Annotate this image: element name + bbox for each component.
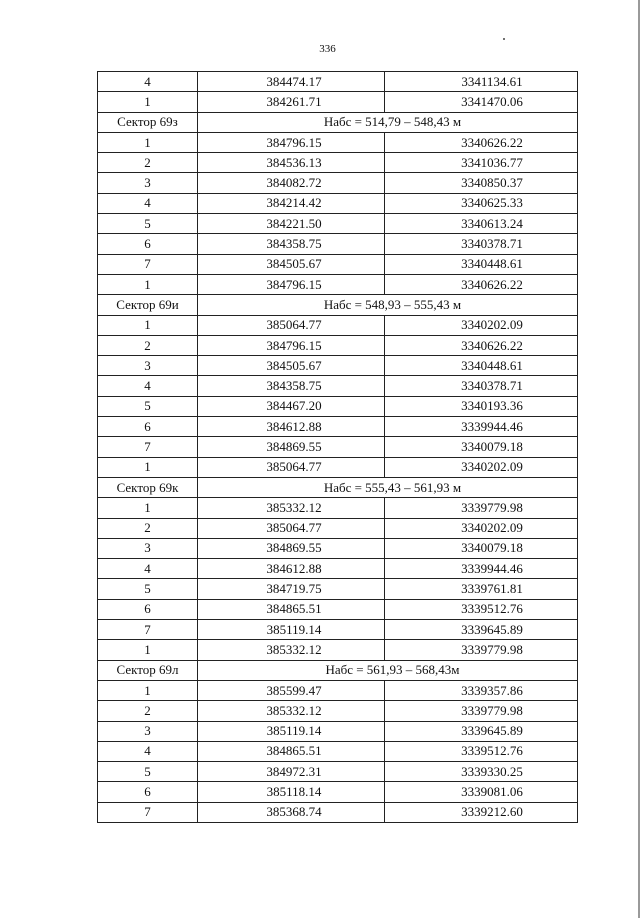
y-coordinate: 3340448.61 [385,356,578,376]
point-number: 5 [98,396,198,416]
sector-altitude-range: Набс = 555,43 – 561,93 м [198,477,578,497]
x-coordinate: 384505.67 [198,254,385,274]
y-coordinate: 3339330.25 [385,762,578,782]
table-row [98,721,578,741]
table-row [98,417,578,437]
sector-header-row [98,477,578,497]
table-row [98,559,578,579]
table-row [98,234,578,254]
sector-altitude-range: Набс = 561,93 – 568,43м [198,660,578,680]
sector-header-row [98,295,578,315]
point-number: 3 [98,173,198,193]
sector-label: Сектор 69к [98,477,198,497]
y-coordinate: 3339779.98 [385,498,578,518]
point-number: 1 [98,274,198,294]
y-coordinate: 3340613.24 [385,214,578,234]
point-number: 4 [98,741,198,761]
point-number: 1 [98,92,198,112]
point-number: 2 [98,153,198,173]
y-coordinate: 3339512.76 [385,599,578,619]
point-number: 6 [98,599,198,619]
x-coordinate: 385119.14 [198,620,385,640]
x-coordinate: 384221.50 [198,214,385,234]
table-row [98,762,578,782]
x-coordinate: 385119.14 [198,721,385,741]
y-coordinate: 3339212.60 [385,802,578,822]
x-coordinate: 384612.88 [198,559,385,579]
table-row [98,741,578,761]
x-coordinate: 384796.15 [198,132,385,152]
x-coordinate: 384358.75 [198,376,385,396]
point-number: 6 [98,782,198,802]
x-coordinate: 385332.12 [198,701,385,721]
x-coordinate: 384869.55 [198,538,385,558]
x-coordinate: 384796.15 [198,274,385,294]
y-coordinate: 3341470.06 [385,92,578,112]
sector-header-row [98,660,578,680]
y-coordinate: 3340378.71 [385,234,578,254]
table-row [98,640,578,660]
y-coordinate: 3340193.36 [385,396,578,416]
point-number: 7 [98,802,198,822]
x-coordinate: 384082.72 [198,173,385,193]
y-coordinate: 3340448.61 [385,254,578,274]
y-coordinate: 3339779.98 [385,701,578,721]
coordinates-table [97,71,578,823]
table-row [98,315,578,335]
table-row [98,92,578,112]
y-coordinate: 3339944.46 [385,417,578,437]
y-coordinate: 3339779.98 [385,640,578,660]
x-coordinate: 384612.88 [198,417,385,437]
sector-label: Сектор 69з [98,112,198,132]
x-coordinate: 385064.77 [198,315,385,335]
table-row [98,538,578,558]
y-coordinate: 3340850.37 [385,173,578,193]
point-number: 7 [98,254,198,274]
point-number: 7 [98,437,198,457]
table-row [98,153,578,173]
y-coordinate: 3339512.76 [385,741,578,761]
x-coordinate: 384467.20 [198,396,385,416]
table-row [98,254,578,274]
point-number: 7 [98,620,198,640]
sector-header-row [98,112,578,132]
y-coordinate: 3339357.86 [385,680,578,700]
table-row [98,214,578,234]
table-row [98,802,578,822]
point-number: 5 [98,579,198,599]
y-coordinate: 3340626.22 [385,132,578,152]
table-row [98,193,578,213]
y-coordinate: 3339944.46 [385,559,578,579]
table-row [98,376,578,396]
x-coordinate: 384972.31 [198,762,385,782]
point-number: 4 [98,72,198,92]
x-coordinate: 384865.51 [198,741,385,761]
y-coordinate: 3339761.81 [385,579,578,599]
x-coordinate: 384505.67 [198,356,385,376]
sector-label: Сектор 69и [98,295,198,315]
point-number: 2 [98,335,198,355]
point-number: 1 [98,315,198,335]
point-number: 1 [98,132,198,152]
point-number: 1 [98,498,198,518]
table-row [98,680,578,700]
x-coordinate: 385332.12 [198,640,385,660]
point-number: 4 [98,376,198,396]
table-row [98,620,578,640]
table-row [98,599,578,619]
y-coordinate: 3340202.09 [385,315,578,335]
y-coordinate: 3339081.06 [385,782,578,802]
y-coordinate: 3341134.61 [385,72,578,92]
x-coordinate: 384869.55 [198,437,385,457]
table-row [98,356,578,376]
x-coordinate: 385599.47 [198,680,385,700]
sector-altitude-range: Набс = 514,79 – 548,43 м [198,112,578,132]
coordinates-table-body [98,72,578,823]
y-coordinate: 3340626.22 [385,335,578,355]
x-coordinate: 384536.13 [198,153,385,173]
table-row [98,579,578,599]
y-coordinate: 3340378.71 [385,376,578,396]
x-coordinate: 384261.71 [198,92,385,112]
table-row [98,782,578,802]
table-row [98,173,578,193]
y-coordinate: 3340625.33 [385,193,578,213]
table-row [98,72,578,92]
point-number: 6 [98,234,198,254]
point-number: 2 [98,701,198,721]
sector-label: Сектор 69л [98,660,198,680]
table-row [98,335,578,355]
table-row [98,437,578,457]
point-number: 3 [98,356,198,376]
y-coordinate: 3341036.77 [385,153,578,173]
x-coordinate: 384865.51 [198,599,385,619]
y-coordinate: 3339645.89 [385,620,578,640]
table-row [98,518,578,538]
point-number: 5 [98,214,198,234]
point-number: 1 [98,640,198,660]
table-row [98,396,578,416]
y-coordinate: 3340079.18 [385,437,578,457]
x-coordinate: 385368.74 [198,802,385,822]
x-coordinate: 384358.75 [198,234,385,254]
point-number: 3 [98,538,198,558]
x-coordinate: 384214.42 [198,193,385,213]
point-number: 6 [98,417,198,437]
point-number: 4 [98,559,198,579]
x-coordinate: 385332.12 [198,498,385,518]
point-number: 2 [98,518,198,538]
x-coordinate: 385118.14 [198,782,385,802]
table-row [98,274,578,294]
x-coordinate: 384719.75 [198,579,385,599]
y-coordinate: 3340202.09 [385,457,578,477]
page-number: 336 [319,43,336,55]
y-coordinate: 3339645.89 [385,721,578,741]
y-coordinate: 3340202.09 [385,518,578,538]
point-number: 1 [98,680,198,700]
x-coordinate: 384796.15 [198,335,385,355]
point-number: 4 [98,193,198,213]
sector-altitude-range: Набс = 548,93 – 555,43 м [198,295,578,315]
y-coordinate: 3340626.22 [385,274,578,294]
x-coordinate: 385064.77 [198,457,385,477]
y-coordinate: 3340079.18 [385,538,578,558]
point-number: 5 [98,762,198,782]
x-coordinate: 385064.77 [198,518,385,538]
table-row [98,132,578,152]
scan-speck [503,38,505,40]
table-row [98,498,578,518]
table-row [98,701,578,721]
point-number: 3 [98,721,198,741]
x-coordinate: 384474.17 [198,72,385,92]
table-row [98,457,578,477]
point-number: 1 [98,457,198,477]
